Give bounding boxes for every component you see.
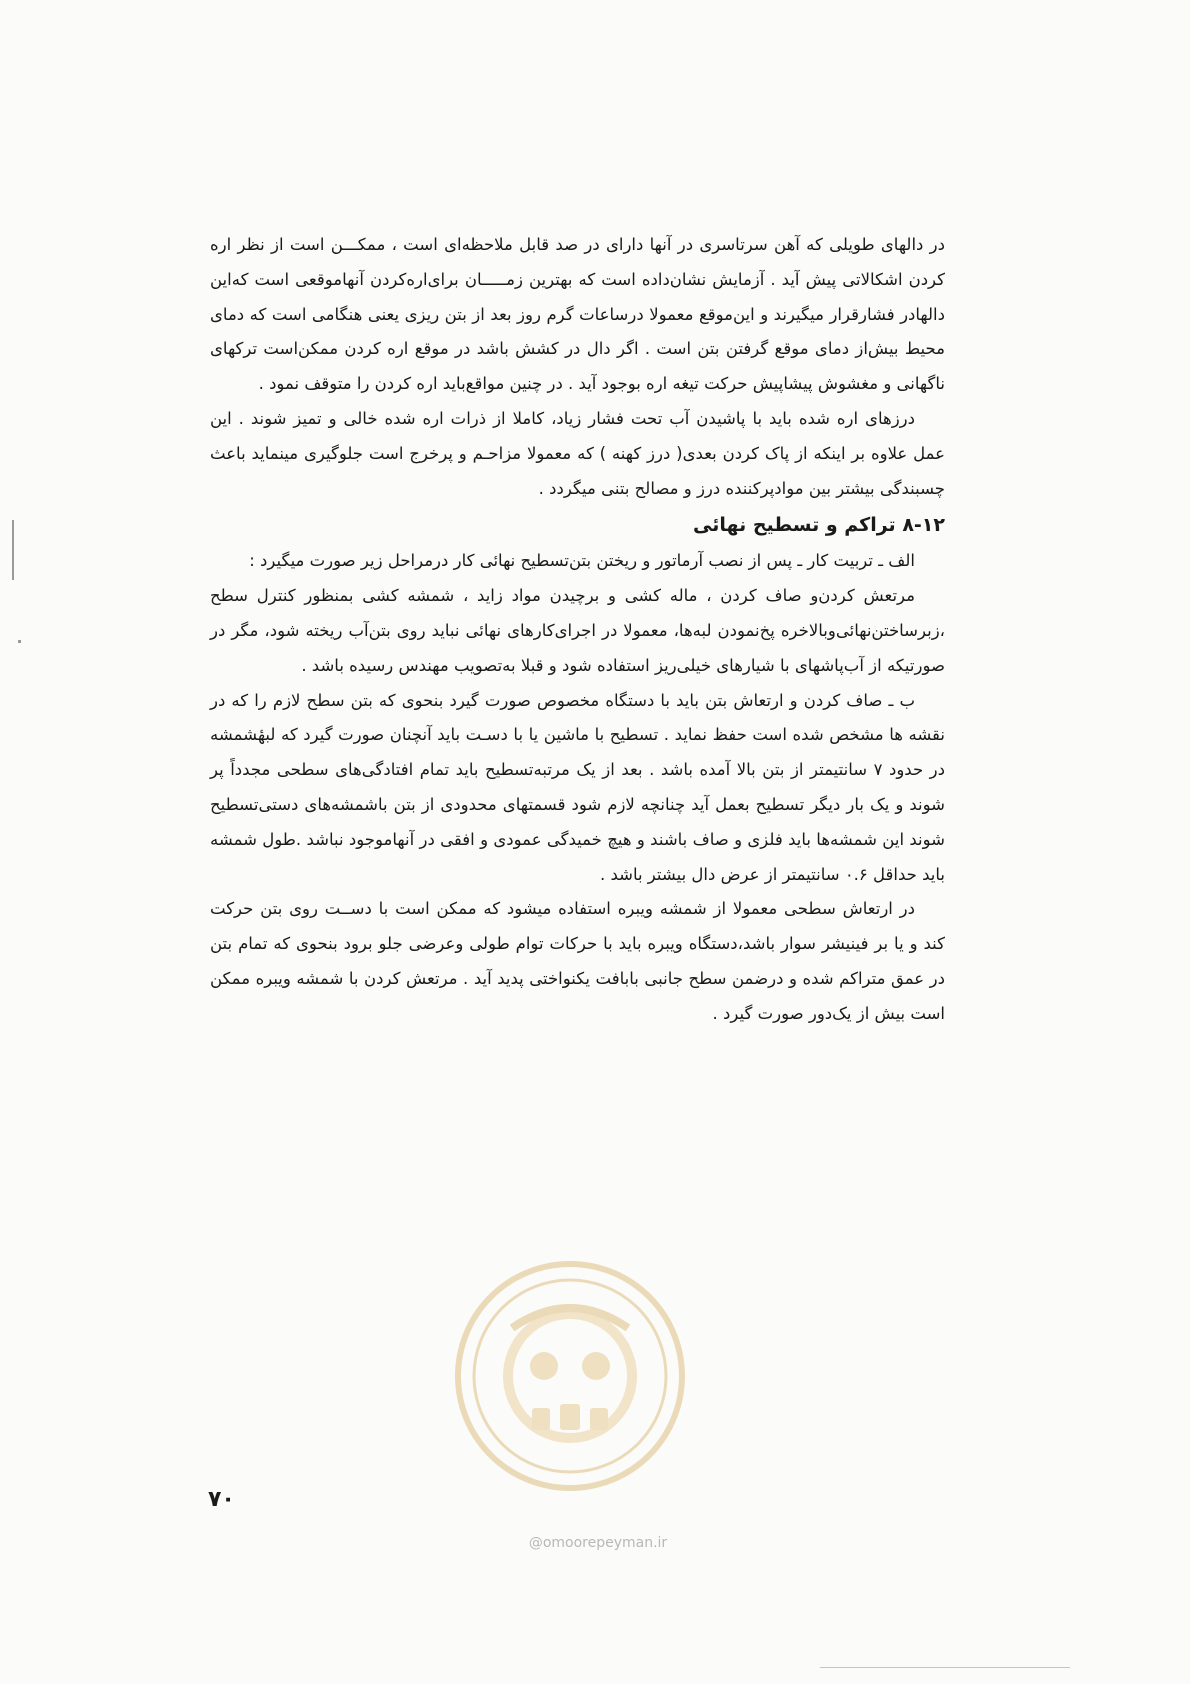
page-number: ۷۰ bbox=[208, 1487, 235, 1512]
paragraph-finishing-list: مرتعش کردن‌و صاف کردن ، ماله کشی و برچیدن مواد زاید ، شمشه کشی بمنظور کنترل سطح ،زبرساختن‌نهائی‌وبالاخره پخ‌نمودن لبه‌ها، معمولا در اجرای‌کارهای نهائی نباید روی بتن‌آب ریخته شود، مگر در صورتیکه از آب‌پاشهای با شیارهای خیلی‌ریز استفاده شود و قبلا به‌تصویب مهندس رسیده باشد . bbox=[210, 586, 945, 675]
paragraph-saw-cutting: در دالهای طویلی که آهن سرتاسری در آنها دارای در صد قابل ملاحظه‌ای است ، ممکـــن است از نظر اره کردن اشکالاتی پیش آید . آزمایش نشان‌داده است که بهترین زمـــــان برای‌اره‌کردن آنهاموقعی است که‌این دالهادر فشارقرار میگیرند و این‌موقع معمولا درساعات گرم روز بعد از بتن ریزی یعنی هنگامی است که دمای محیط بیش‌از دمای موقع گرفتن بتن است . اگر دال در کشش باشد در موقع اره کردن ممکن‌است ترکهای ناگهانی و مغشوش پیشاپیش حرکت تیغه اره بوجود آید . در چنین مواقع‌باید اره کردن را متوقف نمود . bbox=[210, 235, 945, 394]
body-text bbox=[210, 228, 945, 1032]
scan-mark-left-small bbox=[18, 640, 21, 643]
watermark-url: @omoorepeyman.ir bbox=[528, 1535, 668, 1551]
scan-mark-bottom bbox=[820, 1667, 1070, 1668]
paragraph-finishing-steps: الف ـ تربیت کار ـ پس از نصب آرماتور و ریختن بتن‌تسطیح نهائی کار درمراحل زیر صورت میگیرد : bbox=[249, 551, 915, 571]
watermark-seal-icon bbox=[452, 1258, 688, 1494]
scan-mark-left bbox=[12, 520, 14, 580]
paragraph-vibration: در ارتعاش سطحی معمولا از شمشه ویبره استفاده میشود که ممکن است با دســت روی بتن حرکت کند و یا بر فینیشر سوار باشد،دستگاه ویبره باید با حرکات توام طولی وعرضی جلو برود بنحوی که تمام بتن در عمق متراکم شده و درضمن سطح جانبی بابافت یکنواختی پدید آید . مرتعش کردن با شمشه ویبره ممکن است بیش از یک‌دور صورت گیرد . bbox=[210, 899, 945, 1023]
paragraph-screeding: ب ـ صاف کردن و ارتعاش بتن باید با دستگاه مخصوص صورت گیرد بنحوی که بتن سطح لازم را که در نقشه ها مشخص شده است حفظ نماید . تسطیح با ماشین یا با دسـت باید آنچنان صورت گیرد که لبهٔشمشه در حدود ۷ سانتیمتر از بتن بالا آمده باشد . بعد از یک مرتبه‌تسطیح باید تمام افتادگی‌های سطحی مجدداً پر شوند و یک بار دیگر تسطیح بعمل آید چنانچه لازم شود قسمتهای محدودی از بتن باشمشه‌های دستی‌تسطیح شوند این شمشه‌ها باید فلزی و صاف باشند و هیچ خمیدگی عمودی و افقی در آنهاموجود نباشد .طول شمشه باید حداقل ۰.۶ سانتیمتر از عرض دال بیشتر باشد . bbox=[210, 690, 945, 884]
section-heading: ۸-۱۲ تراکم و تسطیح نهائی bbox=[693, 514, 945, 537]
paragraph-joint-cleaning: درزهای اره شده باید با پاشیدن آب تحت فشار زیاد، کاملا از ذرات اره شده خالی و تمیز شوند . این عمل علاوه بر اینکه از پاک کردن بعدی( درز کهنه ) که معمولا مزاحـم و پرخرج است جلوگیری مینماید باعث چسبندگی بیشتر بین موادپرکننده درز و مصالح بتنی میگردد . bbox=[210, 408, 945, 498]
